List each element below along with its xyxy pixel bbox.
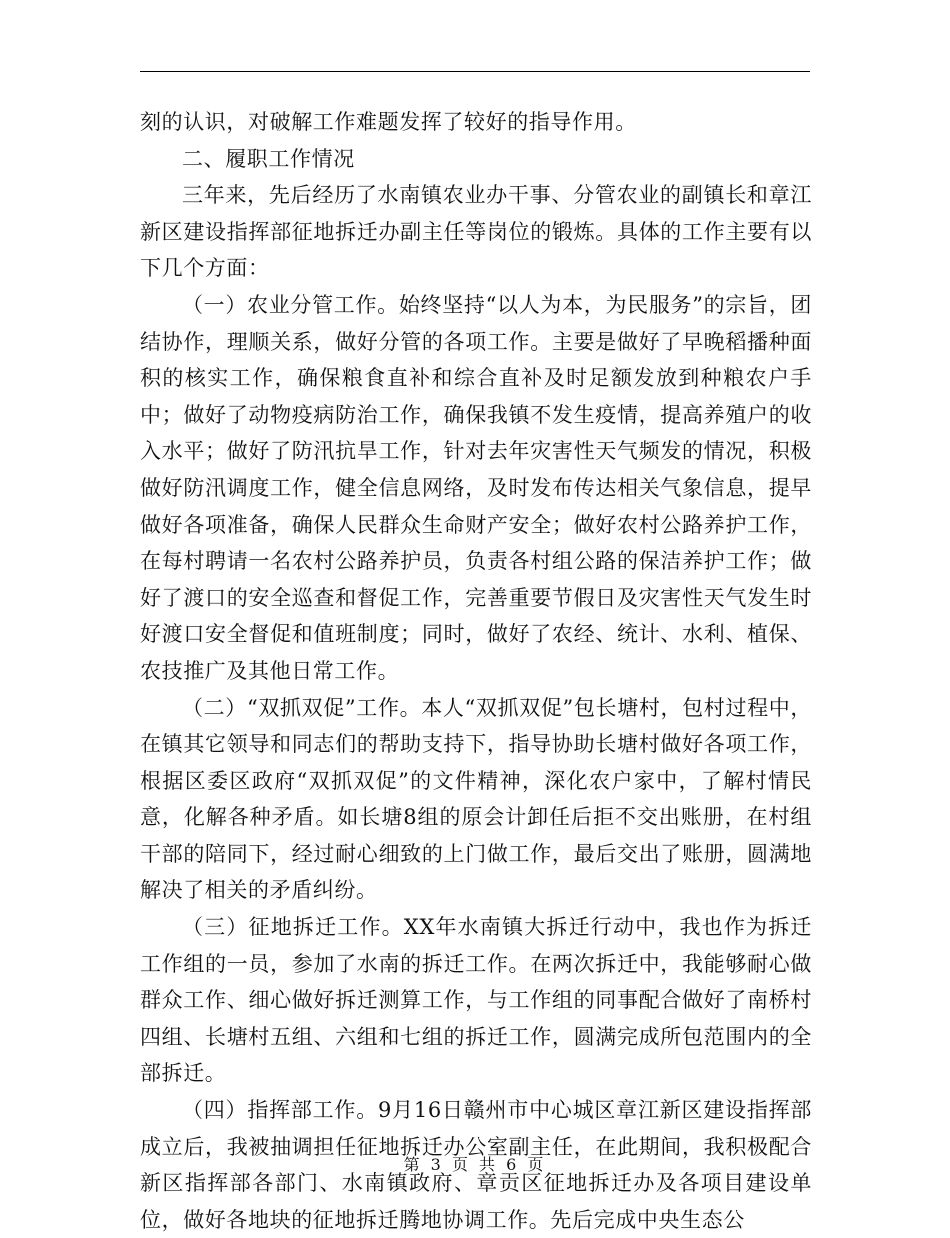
paragraph-shuangzhua: （二）“双抓双促”工作。本人“双抓双促”包长塘村，包村过程中，在镇其它领导和同志们的帮助支持下，指导协助长塘村做好各项工作，根据区委区政府“双抓双促”的文件精神，深化农户家中，了解村情民意，化解各种矛盾。如长塘8组的原会计卸任后拒不交出账册，在村组干部的陪同下，经过耐心细致的上门做工作，最后交出了账册，圆满地解决了相关的矛盾纠纷。 — [140, 695, 812, 903]
document-body — [140, 104, 812, 1238]
page-number: 第 3 页 共 6 页 — [403, 1155, 547, 1174]
section-heading: 二、履职工作情况 — [182, 146, 355, 171]
paragraph-intro: 三年来，先后经历了水南镇农业办干事、分管农业的副镇长和章江新区建设指挥部征地拆迁办副主任等岗位的锻炼。具体的工作主要有以下几个方面： — [140, 183, 812, 281]
paragraph-agriculture: （一）农业分管工作。始终坚持“以人为本，为民服务”的宗旨，团结协作，理顺关系，做好分管的各项工作。主要是做好了早晚稻播种面积的核实工作，确保粮食直补和综合直补及时足额发放到种粮农户手中；做好了动物疫病防治工作，确保我镇不发生疫情，提高养殖户的收入水平；做好了防汛抗旱工作，针对去年灾害性天气频发的情况，积极做好防汛调度工作，健全信息网络，及时发布传达相关气象信息，提早做好各项准备，确保人民群众生命财产安全；做好农村公路养护工作，在每村聘请一名农村公路养护员，负责各村组公路的保洁养护工作；做好了渡口的安全巡查和督促工作，完善重要节假日及灾害性天气发生时好渡口安全督促和值班制度；同时，做好了农经、统计、水利、植保、农技推广及其他日常工作。 — [140, 292, 812, 683]
paragraph-1: 刻的认识，对破解工作难题发挥了较好的指导作用。 — [140, 110, 637, 134]
header-rule — [140, 71, 810, 72]
paragraph-demolition: （三）征地拆迁工作。XX年水南镇大拆迁行动中，我也作为拆迁工作组的一员，参加了水南的拆迁工作。在两次拆迁中，我能够耐心做群众工作、细心做好拆迁测算工作，与工作组的同事配合做好了南桥村四组、长塘村五组、六组和七组的拆迁工作，圆满完成所包范围内的全部拆迁。 — [140, 915, 812, 1086]
paragraph-headquarters: （四）指挥部工作。9月16日赣州市中心城区章江新区建设指挥部成立后，我被抽调担任征地拆迁办公室副主任，在此期间，我积极配合新区指挥部各部门、水南镇政府、章贡区征地拆迁办及各项目建设单位，做好各地块的征地拆迁腾地协调工作。先后完成中央生态公 — [140, 1098, 812, 1232]
